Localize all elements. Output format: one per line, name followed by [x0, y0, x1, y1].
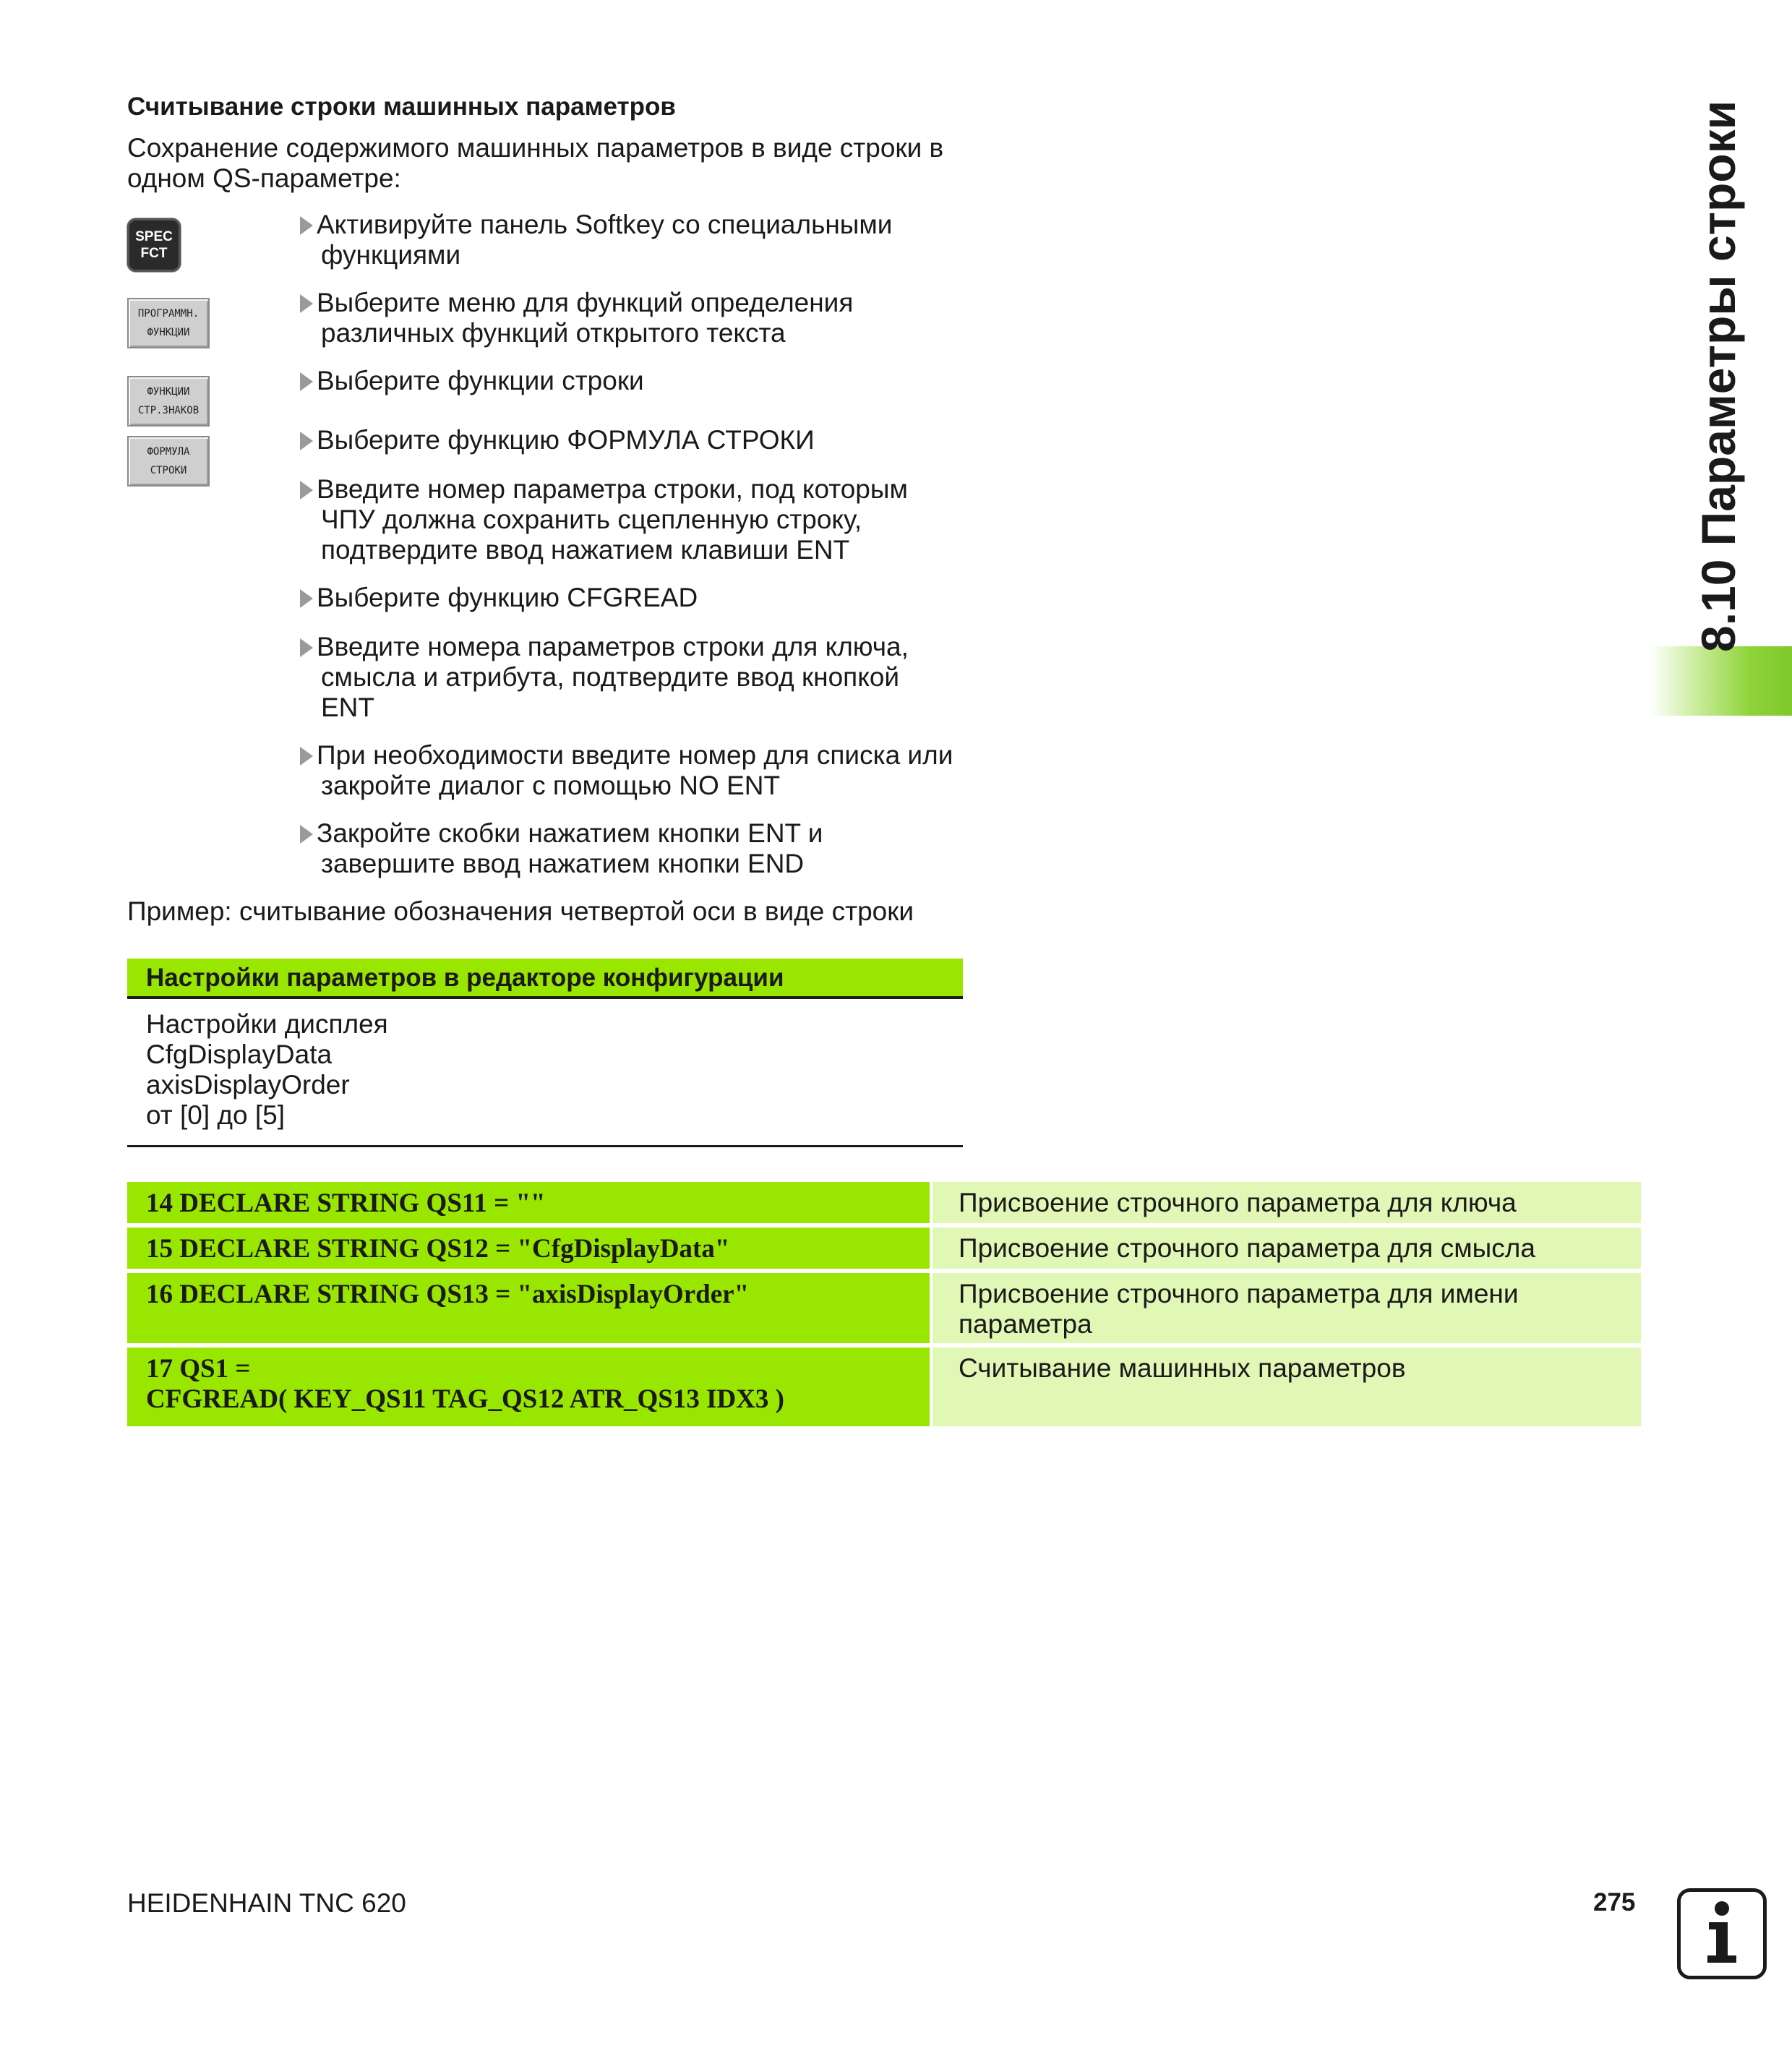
step-line: Введите номера параметров строки для ключа,: [317, 632, 909, 661]
softkey-label: СТР.ЗНАКОВ: [137, 405, 200, 416]
description-line: Присвоение строчного параметра для ключа: [959, 1188, 1517, 1217]
step-line: функциями: [321, 240, 461, 270]
step-item: [296, 425, 976, 455]
intro-line: Сохранение содержимого машинных параметров в виде строки в: [127, 133, 944, 163]
config-title: Настройки параметров в редакторе конфигурации: [146, 964, 784, 992]
code-line: 14 DECLARE STRING QS11 = "": [146, 1188, 546, 1218]
program-row: [127, 1182, 1641, 1223]
step-line: Введите номер параметра строки, под которым: [317, 474, 908, 504]
description-cell: [930, 1227, 1641, 1269]
info-icon: [1677, 1888, 1767, 1979]
code-line: 16 DECLARE STRING QS13 = "axisDisplayOrder": [146, 1280, 750, 1309]
step-line: Закройте скобки нажатием кнопки ENT и: [317, 818, 823, 848]
config-header: [127, 959, 963, 999]
code-cell: [127, 1348, 930, 1426]
step-item: [296, 210, 976, 270]
program-row: [127, 1273, 1641, 1343]
step-line: Активируйте панель Softkey со специальными: [317, 210, 893, 239]
divider: [127, 1145, 963, 1147]
step-line: смысла и атрибута, подтвердите ввод кнопкой: [321, 662, 900, 692]
config-line: axisDisplayOrder: [146, 1070, 350, 1100]
triangle-right-icon: [300, 216, 313, 235]
triangle-right-icon: [300, 589, 313, 608]
triangle-right-icon: [300, 432, 313, 450]
step-line: различных функций открытого текста: [321, 318, 786, 348]
step-line: Выберите функции строки: [317, 366, 644, 395]
softkey-label: ПРОГРАММН.: [137, 308, 200, 320]
program-row: [127, 1227, 1641, 1269]
code-cell: [127, 1273, 930, 1343]
code-cell: [127, 1182, 930, 1223]
description-line: Присвоение строчного параметра для смысла: [959, 1233, 1535, 1263]
code-line: CFGREAD( KEY_QS11 TAG_QS12 ATR_QS13 IDX3 ): [146, 1384, 784, 1414]
step-line: завершите ввод нажатием кнопки END: [321, 849, 805, 878]
intro-text: [127, 133, 966, 194]
softkey-label: ФОРМУЛА: [147, 446, 190, 458]
footer-product: HEIDENHAIN TNC 620: [127, 1888, 406, 1918]
intro-line: одном QS-параметре:: [127, 163, 401, 193]
description-line: Присвоение строчного параметра для имени: [959, 1279, 1519, 1308]
step-item: [296, 740, 976, 801]
step-line: Выберите меню для функций определения: [317, 288, 854, 317]
program-row: [127, 1348, 1641, 1426]
section-heading: Считывание строки машинных параметров: [127, 93, 676, 121]
key-label: SPEC: [135, 229, 173, 244]
step-line: ENT: [321, 693, 374, 722]
step-item: [296, 288, 976, 348]
config-body: [146, 1009, 388, 1131]
step-line: Выберите функцию ФОРМУЛА СТРОКИ: [317, 425, 815, 455]
step-item: [296, 583, 976, 613]
code-line: 17 QS1 =: [146, 1354, 251, 1384]
step-item: [296, 366, 976, 396]
softkey-label: СТРОКИ: [150, 465, 187, 476]
triangle-right-icon: [300, 294, 313, 313]
code-line: 15 DECLARE STRING QS12 = "CfgDisplayData": [146, 1234, 730, 1264]
side-tab-bar: [1650, 646, 1792, 716]
triangle-right-icon: [300, 372, 313, 391]
description-line: Считывание машинных параметров: [959, 1353, 1406, 1383]
triangle-right-icon: [300, 825, 313, 844]
config-line: Настройки дисплея: [146, 1009, 388, 1039]
string-functions-softkey-icon: [127, 376, 210, 427]
program-functions-softkey-icon: [127, 298, 210, 348]
code-cell: [127, 1227, 930, 1269]
step-line: При необходимости введите номер для списка или: [317, 740, 953, 770]
softkey-label: ФУНКЦИИ: [147, 327, 190, 338]
side-tab-title: 8.10 Параметры строки: [1692, 100, 1745, 652]
step-item: [296, 632, 976, 723]
triangle-right-icon: [300, 481, 313, 500]
triangle-right-icon: [300, 747, 313, 766]
page-number: 275: [1593, 1888, 1636, 1916]
step-item: [296, 474, 976, 565]
config-line: от [0] до [5]: [146, 1100, 285, 1130]
step-line: закройте диалог с помощью NO ENT: [321, 771, 781, 800]
step-line: подтвердите ввод нажатием клавиши ENT: [321, 535, 850, 565]
config-line: CfgDisplayData: [146, 1040, 333, 1069]
spec-fct-key-icon: [127, 218, 181, 272]
description-cell: [930, 1273, 1641, 1343]
triangle-right-icon: [300, 638, 313, 657]
step-item: [296, 818, 976, 879]
softkey-label: ФУНКЦИИ: [147, 386, 190, 398]
description-cell: [930, 1348, 1641, 1426]
example-label: Пример: считывание обозначения четвертой оси в виде строки: [127, 896, 914, 926]
description-cell: [930, 1182, 1641, 1223]
step-line: ЧПУ должна сохранить сцепленную строку,: [321, 505, 862, 534]
description-line: параметра: [959, 1309, 1092, 1339]
key-label: FCT: [140, 246, 168, 261]
string-formula-softkey-icon: [127, 436, 210, 487]
step-line: Выберите функцию CFGREAD: [317, 583, 698, 612]
